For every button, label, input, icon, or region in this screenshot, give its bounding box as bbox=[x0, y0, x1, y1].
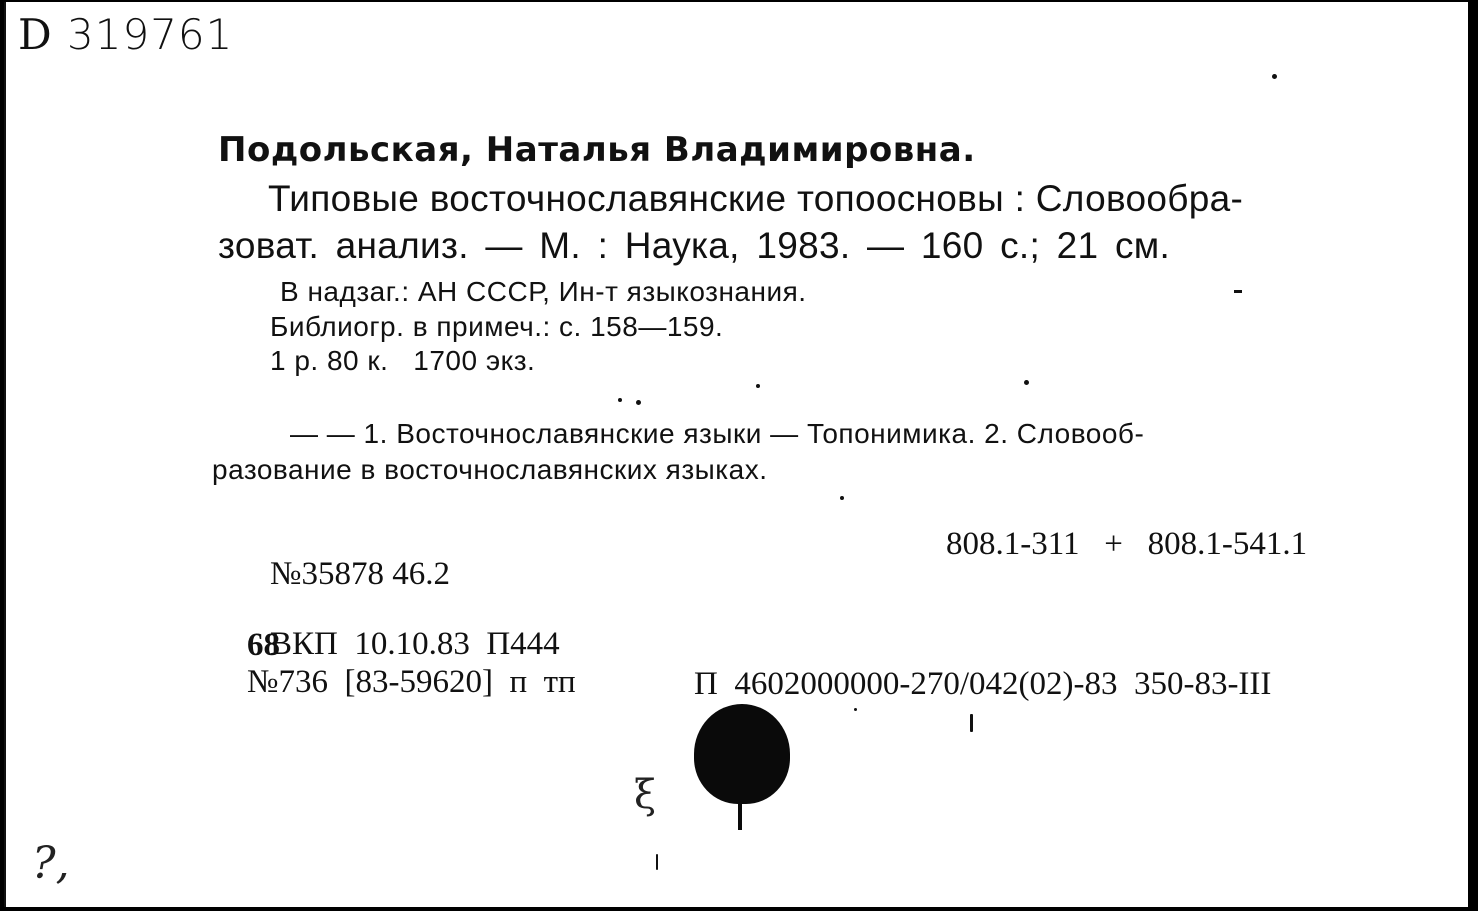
subjects-line-2: разование в восточнославянских языках. bbox=[212, 454, 768, 485]
registry-line-1: №35878 46.2 bbox=[270, 556, 450, 592]
note-header: В надзаг.: АН СССР, Ин-т языкознания. bbox=[280, 276, 807, 307]
speck bbox=[840, 496, 844, 500]
title-line-1: Типовые восточнославянские топоосновы : Словообра- bbox=[268, 178, 1244, 219]
speck bbox=[1234, 290, 1242, 293]
publisher-code: П 4602000000-270/042(02)-83 350-83-III bbox=[694, 666, 1272, 702]
author-heading: Подольская, Наталья Владимировна. bbox=[218, 130, 976, 170]
subjects-line-1: — — 1. Восточнославянские языки — Топонимика. 2. Словооб- bbox=[290, 418, 1145, 449]
classification-codes: 808.1-311 + 808.1-541.1 bbox=[946, 526, 1308, 562]
speck bbox=[756, 384, 760, 388]
speck bbox=[618, 398, 622, 402]
registry-line-2 bbox=[214, 590, 576, 738]
registry-line-2-prefix: 68 bbox=[247, 627, 280, 663]
speck bbox=[1024, 380, 1029, 385]
speck bbox=[854, 708, 857, 711]
registry-line-2-body: №736 [83-59620] п тп bbox=[247, 664, 576, 700]
handwritten-mark-bottom-left: ?, bbox=[32, 838, 70, 889]
note-price: 1 р. 80 к. 1700 экз. bbox=[270, 345, 536, 376]
title-line-2: зоват. анализ. — М. : Наука, 1983. — 160 с.; 21 см. bbox=[218, 225, 1171, 266]
speck bbox=[1272, 74, 1277, 79]
call-number bbox=[18, 10, 233, 59]
speck bbox=[970, 714, 973, 732]
speck bbox=[636, 400, 641, 405]
ink-blob-tail bbox=[738, 792, 742, 830]
registry-line-3: ВКП 10.10.83 П444 bbox=[270, 626, 560, 662]
speck bbox=[656, 854, 658, 870]
call-number-prefix: D bbox=[18, 10, 53, 59]
handwritten-mark-near-blob: ξ bbox=[634, 772, 657, 818]
catalog-card bbox=[4, 2, 1472, 907]
call-number-value: 319761 bbox=[67, 10, 234, 59]
ink-blob bbox=[694, 704, 790, 804]
note-bibliography: Библиогр. в примеч.: с. 158—159. bbox=[270, 311, 724, 342]
